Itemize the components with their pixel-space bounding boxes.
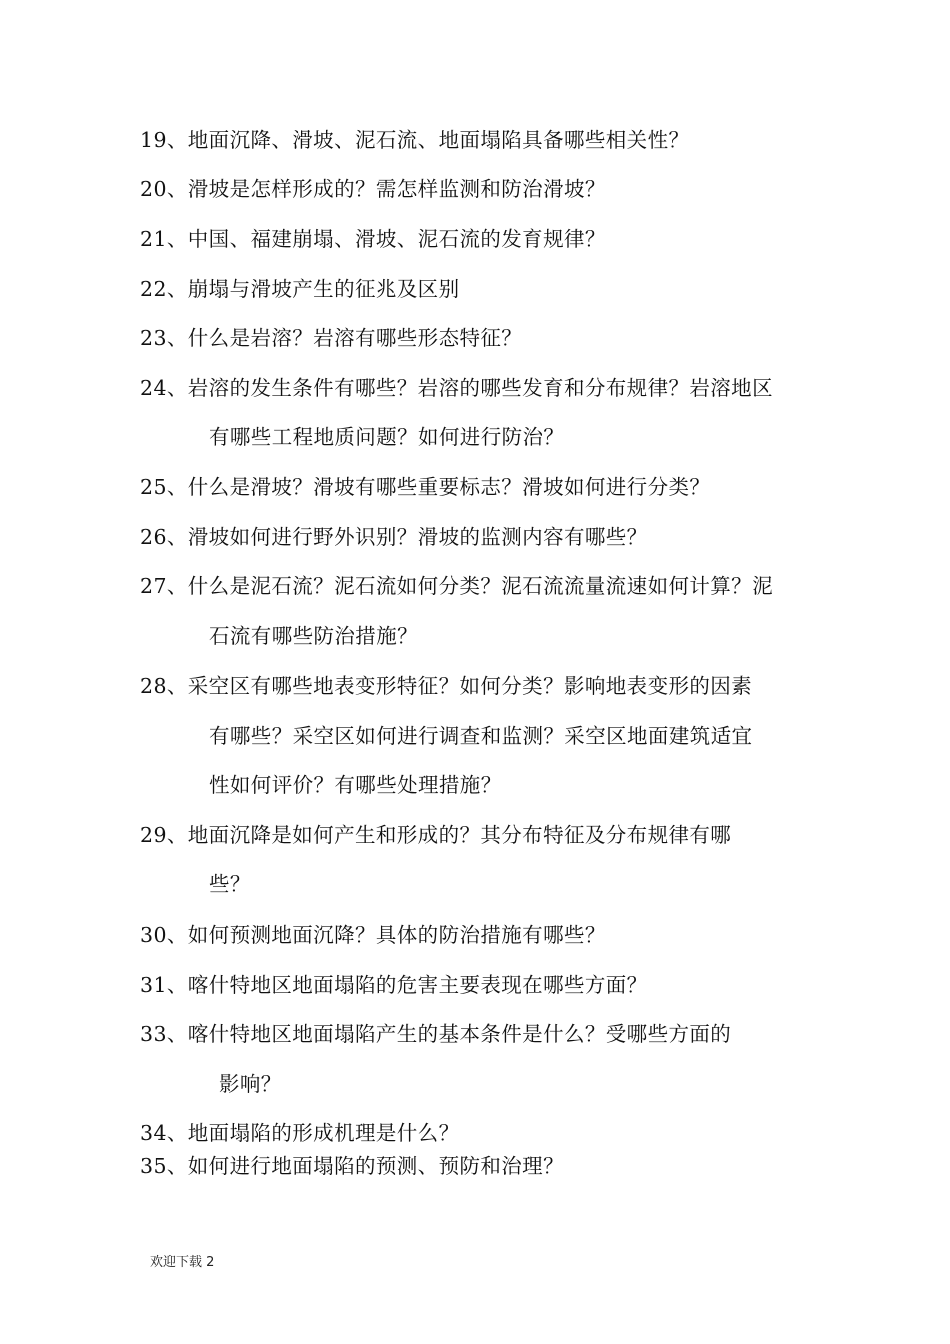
question-28-continued-1: 有哪些？采空区如何进行调查和监测？采空区地面建筑适宜 xyxy=(209,724,753,748)
question-28-continued-2: 性如何评价？有哪些处理措施？ xyxy=(209,773,502,797)
question-30: 30、如何预测地面沉降？具体的防治措施有哪些？ xyxy=(140,923,606,947)
question-24: 24、岩溶的发生条件有哪些？岩溶的哪些发育和分布规律？岩溶地区 xyxy=(140,376,773,400)
page-footer: 欢迎下载 2 xyxy=(150,1255,215,1270)
question-28: 28、采空区有哪些地表变形特征？如何分类？影响地表变形的因素 xyxy=(140,674,753,698)
question-24-continued: 有哪些工程地质问题？如何进行防治？ xyxy=(209,425,565,449)
question-29-continued: 些？ xyxy=(209,872,251,896)
question-31: 31、喀什特地区地面塌陷的危害主要表现在哪些方面？ xyxy=(140,973,648,997)
question-27-continued: 石流有哪些防治措施？ xyxy=(209,624,418,648)
question-23: 23、什么是岩溶？岩溶有哪些形态特征？ xyxy=(140,326,523,350)
question-29: 29、地面沉降是如何产生和形成的？其分布特征及分布规律有哪 xyxy=(140,823,732,847)
question-27: 27、什么是泥石流？泥石流如何分类？泥石流流量流速如何计算？泥 xyxy=(140,574,773,598)
question-33-continued: 影响？ xyxy=(219,1072,282,1096)
question-19: 19、地面沉降、滑坡、泥石流、地面塌陷具备哪些相关性？ xyxy=(140,128,690,152)
question-21: 21、中国、福建崩塌、滑坡、泥石流的发育规律？ xyxy=(140,227,606,251)
question-34: 34、地面塌陷的形成机理是什么？ xyxy=(140,1121,460,1145)
question-35: 35、如何进行地面塌陷的预测、预防和治理？ xyxy=(140,1154,564,1178)
question-20: 20、滑坡是怎样形成的？需怎样监测和防治滑坡？ xyxy=(140,177,606,201)
question-22: 22、崩塌与滑坡产生的征兆及区别 xyxy=(140,277,460,301)
question-33: 33、喀什特地区地面塌陷产生的基本条件是什么？受哪些方面的 xyxy=(140,1022,732,1046)
question-26: 26、滑坡如何进行野外识别？滑坡的监测内容有哪些？ xyxy=(140,525,648,549)
question-25: 25、什么是滑坡？滑坡有哪些重要标志？滑坡如何进行分类？ xyxy=(140,475,711,499)
